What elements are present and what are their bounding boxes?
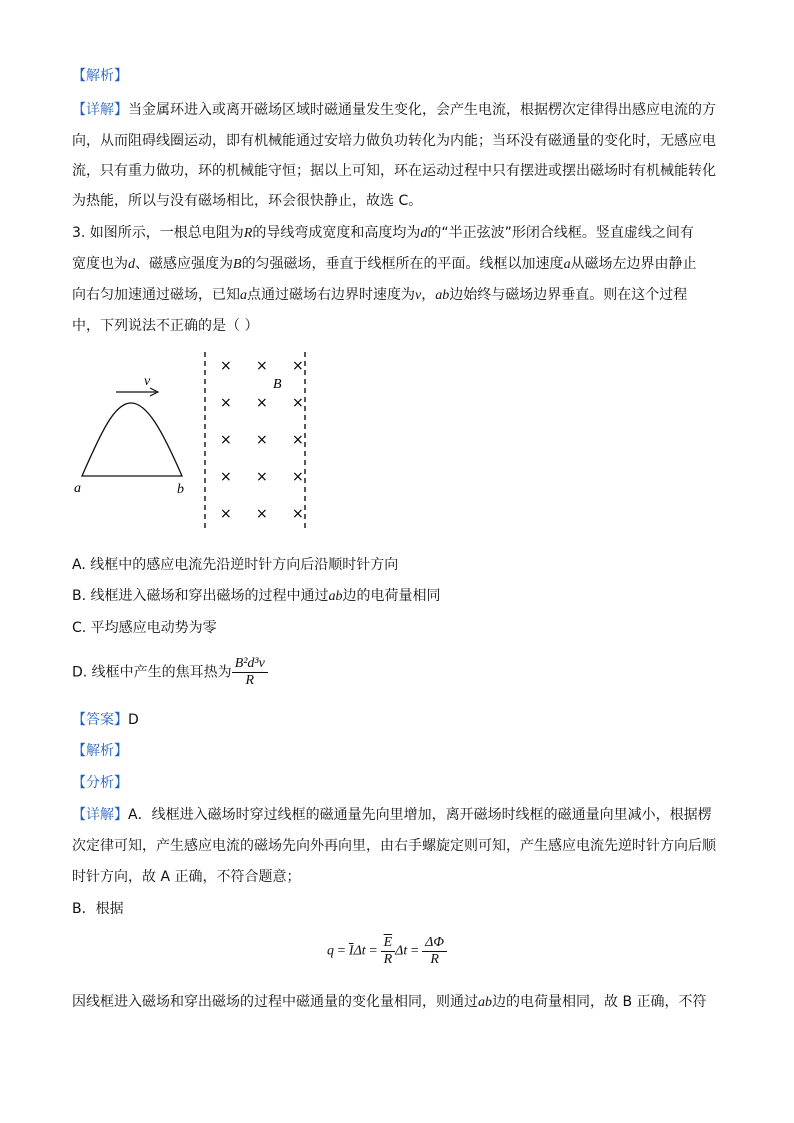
- q3-line-1: 3. 如图所示，一根总电阻为R的导线弯成宽度和高度均为d的“半正弦波”形闭合线框。竖直虚线之间有: [72, 225, 694, 241]
- sec1-line-3: 流，只有重力做功，环的机械能守恒；据以上可知，环在运动过程中只有摆进或摆出磁场时有机械能转化: [72, 163, 716, 179]
- detail-line-b2: 因线框进入磁场和穿出磁场的过程中磁通量的变化量相同，则通过ab边的电荷量相同，故 B 正确，不符: [72, 994, 707, 1010]
- field-cross: ×: [256, 395, 268, 411]
- jiexi-tag-2: 【解析】: [72, 743, 128, 759]
- field-cross: ×: [292, 469, 304, 485]
- detail-line-1: [72, 100, 716, 120]
- detail-line-a3: 时针方向，故 A 正确，不符合题意；: [72, 869, 301, 885]
- field-cross: ×: [220, 395, 232, 411]
- velocity-label: v: [144, 374, 151, 389]
- answer-tag: 【答案】: [72, 712, 128, 728]
- field-cross: ×: [256, 432, 268, 448]
- answer-line: [72, 710, 139, 730]
- joule-heat-fraction: $\frac{\text{B²d³v}}{R}$: [232, 656, 268, 689]
- option-d: D. 线框中产生的焦耳热为 $\frac{\text{B²d³v}}{R}$: [72, 656, 268, 689]
- option-a: A. 线框中的感应电流先沿逆时针方向后沿顺时针方向: [72, 557, 399, 573]
- fenxi-tag: 【分析】: [72, 775, 128, 791]
- xiangjie-tag-1: 【详解】: [72, 102, 128, 118]
- point-b-label: b: [177, 482, 184, 497]
- magnetic-field-diagram: [70, 350, 330, 535]
- detail-line-a1: 【详解】A．线框进入磁场时穿过线框的磁通量先向里增加，离开磁场时线框的磁通量向里减小，根据楞: [72, 807, 712, 823]
- xiangjie-tag-2: 【详解】: [72, 807, 128, 823]
- charge-equation: $q = \overline{I}\Delta t$ = $\frac{\overline{E}}{R}$ Δt = $\frac{\Delta\Phi}{R}$: [327, 935, 447, 968]
- field-cross: ×: [220, 358, 232, 374]
- field-cross: ×: [292, 432, 304, 448]
- field-cross: ×: [220, 432, 232, 448]
- field-cross: ×: [220, 469, 232, 485]
- field-cross: ×: [220, 506, 232, 522]
- field-B-label: B: [273, 377, 282, 392]
- field-cross: ×: [256, 469, 268, 485]
- jiexi-tag-1: 【解析】: [72, 68, 128, 84]
- option-b: B. 线框进入磁场和穿出磁场的过程中通过ab边的电荷量相同: [72, 588, 441, 604]
- sec1-line-2: 向，从而阻碍线圈运动，即有机械能通过安培力做负功转化为内能；当环没有磁通量的变化时，无感应电: [72, 133, 716, 149]
- field-cross: ×: [292, 395, 304, 411]
- field-cross: ×: [292, 506, 304, 522]
- field-cross: ×: [292, 358, 304, 374]
- answer-value: D: [128, 712, 139, 728]
- q3-line-4: 中，下列说法不正确的是（ ）: [72, 318, 259, 334]
- q3-line-3: 向右匀加速通过磁场，已知a点通过磁场右边界时速度为v，ab边始终与磁场边界垂直。则在这个过程: [72, 287, 688, 303]
- field-cross: ×: [256, 506, 268, 522]
- q3-line-2: 宽度也为d、磁感应强度为B的匀强磁场，垂直于线框所在的平面。线框以加速度a从磁场左边界由静止: [72, 256, 697, 272]
- point-a-label: a: [74, 481, 81, 496]
- sec1-line-1: 当金属环进入或离开磁场区域时磁通量发生变化，会产生电流，根据楞次定律得出感应电流的方: [128, 102, 716, 118]
- detail-line-b: B．根据: [72, 901, 124, 917]
- detail-line-a2: 次定律可知，产生感应电流的磁场先向外再向里，由右手螺旋定则可知，产生感应电流先逆时针方向后顺: [72, 838, 716, 854]
- sec1-line-4: 为热能，所以与没有磁场相比，环会很快静止，故选 C。: [72, 193, 423, 209]
- half-sine-loop: [82, 403, 182, 476]
- field-cross: ×: [256, 358, 268, 374]
- option-c: C. 平均感应电动势为零: [72, 620, 217, 636]
